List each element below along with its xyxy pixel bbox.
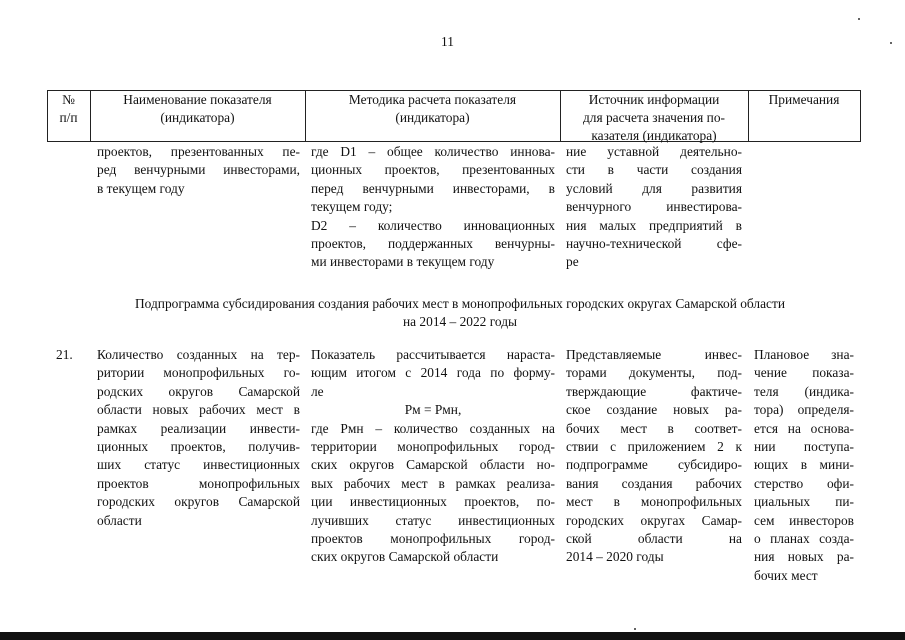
header-indicator-name: Наименование показателя (индикатора): [123, 92, 272, 125]
continued-information-source: ние уставной деятельно- сти в части создания условий для развития венчурного инвестирова- ния малых предприятий в научно-технической сфе- ре: [566, 144, 742, 270]
continued-calculation-method: где D1 – общее количество иннова- ционных проектов, презентованных перед венчурными инвесторами, в текущем году; D2 – количество инновационных проектов, поддержанных венчурны- ми инвесторами в текущем году: [311, 144, 555, 270]
row-number: 21.: [56, 347, 73, 362]
header-number: № п/п: [59, 92, 78, 125]
continued-indicator-name: проектов, презентованных пе- ред венчурными инвесторами, в текущем году: [97, 144, 300, 196]
page-number: 11: [441, 34, 454, 49]
notes: Плановое зна- чение показа- теля (индика- тора) определя- ется на основа- нии поступа- ющих в мини- стерство офи- циальных пи- сем инвесторов о планах созда- ния новых ра- бочих мест: [754, 347, 854, 583]
subprogram-title: Подпрограмма субсидирования создания рабочих мест в монопрофильных городских округах Самарской области на 2014 – 2022 годы: [134, 296, 785, 330]
scan-bottom-edge: [0, 632, 905, 640]
indicator-name: Количество созданных на тер- ритории монопрофильных го- родских округов Самарской области новых рабочих мест в рамках реализации инвести- ционных проектов, получив- ших статус инвестиционных проектов монопрофильных городских округов Самарской области: [97, 347, 300, 528]
header-information-source: Источник информации для расчета значения по- казателя (индикатора): [582, 92, 725, 143]
formula: Рм = Рмн,: [404, 402, 462, 418]
header-calculation-method: Методика расчета показателя (индикатора): [348, 92, 517, 125]
header-notes: Примечания: [768, 92, 840, 107]
table-border: [860, 90, 861, 142]
calculation-method: Показатель рассчитывается нараста- ющим итогом с 2014 года по форму- ле Рм = Рмн, где Рмн – количество созданных на территории монопрофильных город- ских округов Самарской области но- вых рабочих мест в рамках реализа- ции инвестиционных проектов, по- лучивших статус инвестиционных проектов монопрофильных город- ских округов Самарской области: [311, 347, 555, 565]
information-source: Представляемые инвес- торами документы, под- тверждающие фактиче- ское создание новых ра- бочих мест в соответ- ствии с приложением 2 к подпрограмме субсидиро- вания создания рабочих мест в монопрофильных городских округах Самар- ской области на 2014 – 2020 годы: [566, 347, 742, 565]
scan-speck: [858, 18, 860, 20]
scan-speck: [890, 42, 892, 44]
scan-speck: [634, 628, 636, 630]
